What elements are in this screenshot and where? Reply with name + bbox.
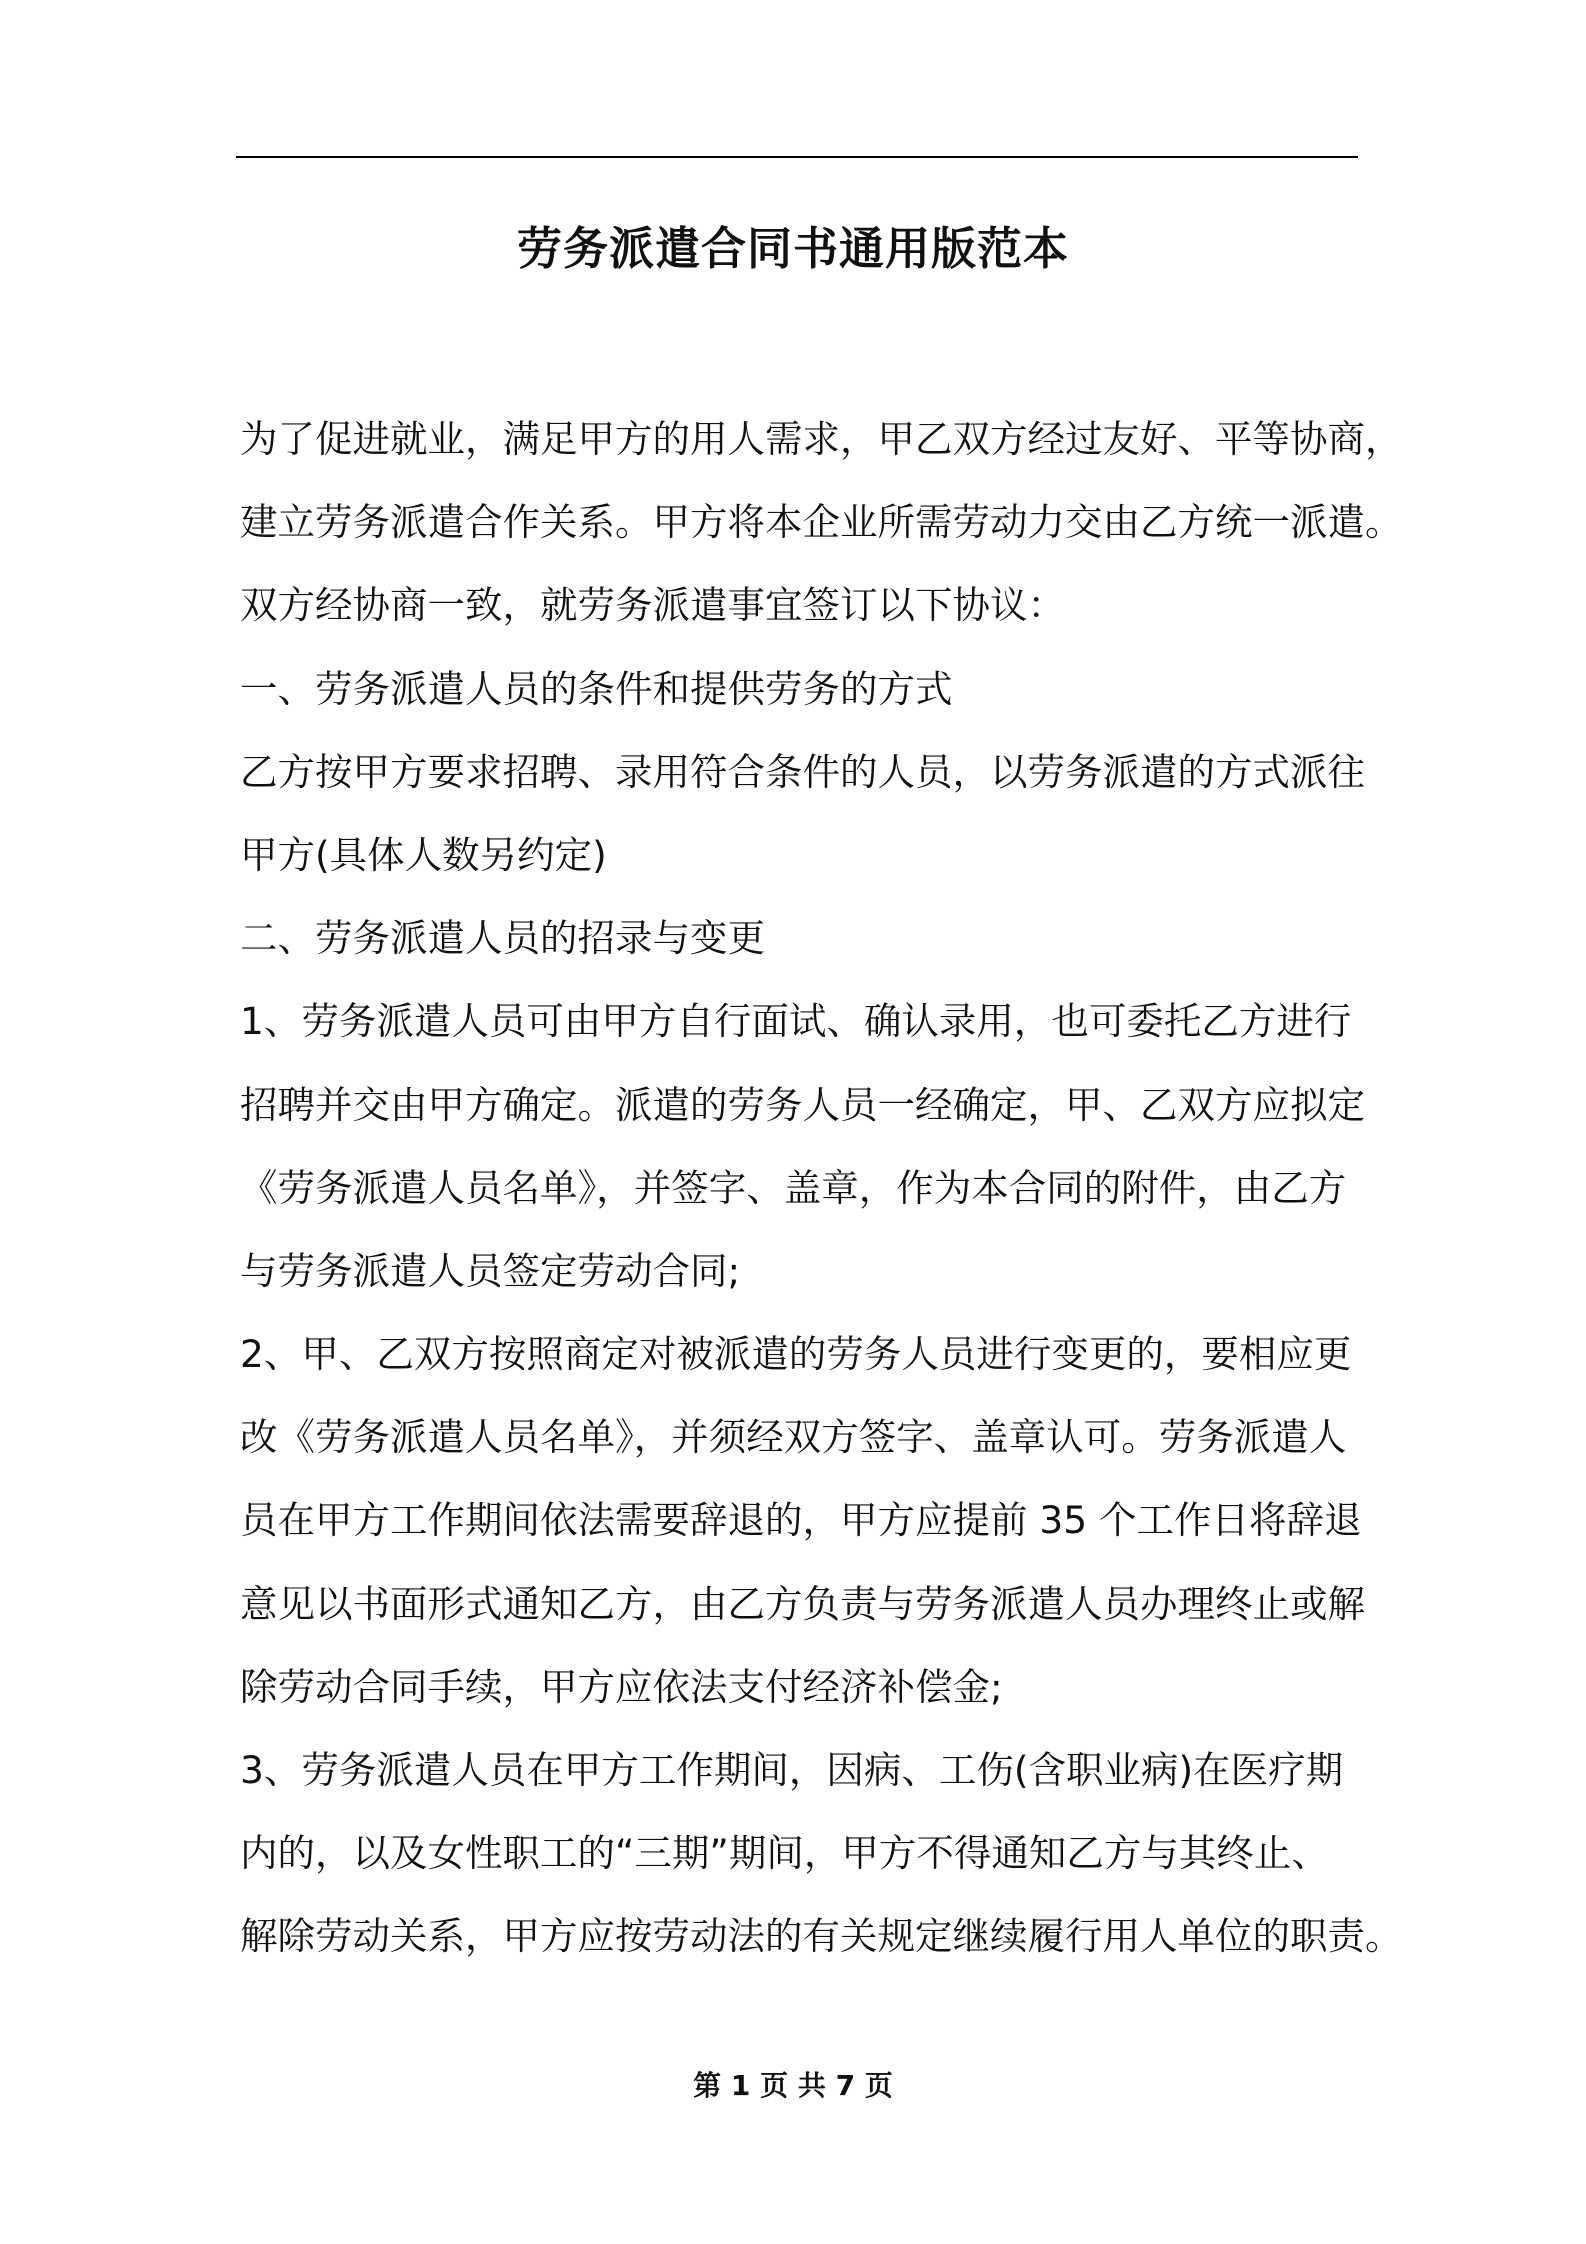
body-line: 解除劳动关系，甲方应按劳动法的有关规定继续履行用人单位的职责。: [240, 1914, 1403, 1959]
body-line: 甲方(具体人数另约定): [240, 832, 607, 877]
body-line: 员在甲方工作期间依法需要辞退的，甲方应提前 35 个工作日将辞退: [240, 1498, 1362, 1543]
body-line: 1、劳务派遣人员可由甲方自行面试、确认录用，也可委托乙方进行: [240, 999, 1352, 1044]
body-line: 内的，以及女性职工的“三期”期间，甲方不得通知乙方与其终止、: [240, 1831, 1329, 1876]
body-line: 2、甲、乙双方按照商定对被派遣的劳务人员进行变更的，要相应更: [240, 1332, 1352, 1377]
section-heading: 二、劳务派遣人员的招录与变更: [240, 916, 765, 961]
body-line: 改《劳务派遣人员名单》，并须经双方签字、盖章认可。劳务派遣人: [240, 1415, 1347, 1460]
header-rule: [236, 156, 1358, 158]
section-heading: 一、劳务派遣人员的条件和提供劳务的方式: [240, 666, 953, 711]
body-line: 乙方按甲方要求招聘、录用符合条件的人员，以劳务派遣的方式派往: [240, 749, 1365, 794]
body-line: 《劳务派遣人员名单》，并签字、盖章，作为本合同的附件，由乙方: [240, 1165, 1347, 1210]
body-line: 为了促进就业，满足甲方的用人需求，甲乙双方经过友好、平等协商，: [240, 417, 1403, 461]
page-number: 第 1 页 共 7 页: [693, 2069, 893, 2102]
document-title: 劳务派遣合同书通用版范本: [516, 222, 1069, 275]
body-line: 招聘并交由甲方确定。派遣的劳务人员一经确定，甲、乙双方应拟定: [240, 1082, 1365, 1127]
document-body: [240, 398, 1403, 1979]
body-line: 建立劳务派遣合作关系。甲方将本企业所需劳动力交由乙方统一派遣。: [240, 500, 1403, 545]
body-line: 除劳动合同手续，甲方应依法支付经济补偿金;: [240, 1664, 1003, 1709]
body-line: 3、劳务派遣人员在甲方工作期间，因病、工伤(含职业病)在医疗期: [240, 1748, 1344, 1792]
body-line: 意见以书面形式通知乙方，由乙方负责与劳务派遣人员办理终止或解: [240, 1581, 1365, 1626]
body-line: 双方经协商一致，就劳务派遣事宜签订以下协议：: [240, 583, 1065, 628]
body-line: 与劳务派遣人员签定劳动合同;: [240, 1248, 741, 1293]
